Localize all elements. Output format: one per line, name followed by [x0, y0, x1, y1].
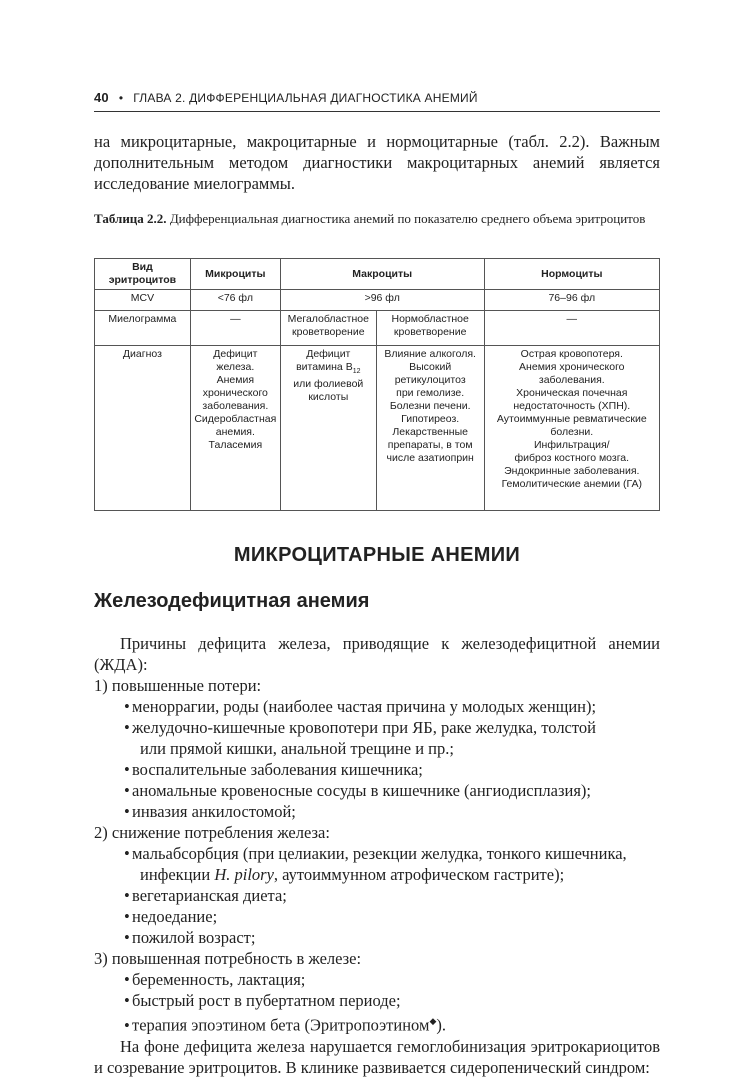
folate-text: или фолиевой кислоты — [293, 378, 364, 404]
table-row-diagnosis — [95, 346, 660, 511]
bullet-icon: • — [124, 1015, 130, 1035]
bullet-icon: • — [124, 802, 130, 821]
list-item: • аномальные кровеносные сосуды в кишечнике (ангиодисплазия); — [124, 781, 591, 800]
bullet-icon: • — [124, 991, 130, 1010]
list-item: • инвазия анкилостомой; — [124, 802, 296, 821]
header-cell-macro: Макроциты — [280, 259, 484, 290]
cell-myelogram-normoblastic: Нормобластное кроветворение — [376, 311, 484, 346]
table-caption-text: Дифференциальная диагностика анемий по показателю среднего объема эритроцитов — [166, 211, 646, 226]
table-caption-label: Таблица 2.2. — [94, 211, 167, 226]
header-cell-micro: Микроциты — [190, 259, 280, 290]
list-item: • быстрый рост в пубертатном периоде; — [124, 991, 401, 1010]
header-separator: • — [118, 91, 124, 105]
list-item: • пожилой возраст; — [124, 928, 256, 947]
cell-myelogram-micro: — — [190, 311, 280, 346]
table-row-myelogram — [95, 311, 660, 346]
bullet-icon: • — [124, 928, 130, 947]
header-cell-normo: Нормоциты — [484, 259, 659, 290]
b12-subscript: 12 — [352, 368, 361, 376]
bullet-icon: • — [124, 697, 130, 716]
list-item: • желудочно-кишечные кровопотери при ЯБ, раке желудка, толстой — [124, 718, 596, 737]
trademark-diamond-icon: ◆ — [429, 1016, 437, 1026]
cell-myelogram-normo: — — [484, 311, 659, 346]
table-header-row — [95, 259, 660, 290]
list-item-continuation: или прямой кишки, анальной трещине и пр.; — [140, 739, 454, 758]
causes-lead: Причины дефицита железа, приводящие к железодефицитной анемии (ЖДА): — [94, 634, 660, 674]
b12-deficiency-text: Дефицит витамина B — [296, 348, 353, 373]
bullet-icon: • — [124, 907, 130, 926]
cell-mcv-macro: >96 фл — [280, 290, 484, 311]
cell-diagnosis-megaloblastic — [280, 346, 376, 511]
list-item-continuation: инфекции H. pilory, аутоиммунном атрофическом гастрите); — [140, 865, 565, 884]
section-heading: МИКРОЦИТАРНЫЕ АНЕМИИ — [233, 544, 521, 566]
bullet-icon: • — [124, 970, 130, 989]
bullet-icon: • — [124, 886, 130, 905]
bullet-icon: • — [124, 844, 130, 863]
group-title-demand: 3) повышенная потребность в железе: — [94, 949, 362, 968]
list-item: • вегетарианская диета; — [124, 886, 287, 905]
cell-diagnosis-micro: Дефицит железа. Анемия хронического заболевания. Сидеробластная анемия. Таласемия — [190, 346, 280, 511]
list-item: • меноррагии, роды (наиболее частая причина у молодых женщин); — [124, 697, 597, 716]
group-title-intake: 2) снижение потребления железа: — [94, 823, 330, 842]
list-item: • воспалительные заболевания кишечника; — [124, 760, 423, 779]
bullet-icon: • — [124, 781, 130, 800]
list-item: • беременность, лактация; — [124, 970, 306, 989]
cell-myelogram-megaloblastic: Мегалобластное кроветворение — [280, 311, 376, 346]
chapter-title: ГЛАВА 2. ДИФФЕРЕНЦИАЛЬНАЯ ДИАГНОСТИКА АНЕМИЙ — [133, 91, 478, 105]
page-number: 40 — [94, 90, 109, 105]
header-cell-type: Вид эритроцитов — [95, 259, 191, 290]
cell-mcv-micro: <76 фл — [190, 290, 280, 311]
bullet-icon: • — [124, 760, 130, 779]
pathogen-name: H. pilory — [214, 865, 274, 884]
list-item: • недоедание; — [124, 907, 218, 926]
causes-list — [94, 633, 660, 1078]
bullet-icon: • — [124, 718, 130, 737]
diagnosis-table — [94, 258, 660, 511]
table-caption — [94, 211, 660, 227]
list-item: • терапия эпоэтином бета (Эритропоэтином◆). — [124, 1015, 446, 1035]
cell-diagnosis-normo: Острая кровопотеря. Анемия хронического заболевания. Хроническая почечная недостаточность (ХПН). Аутоиммунные ревматические болезни. Инфильтрация/ фиброз костного мозга. Эндокринные заболевания. Гемолитические анемии (ГА) — [484, 346, 659, 511]
intro-paragraph: на микроцитарные, макроцитарные и нормоцитарные (табл. 2.2). Важным дополнительным методом диагностики макроцитарных анемий является исследование миелограммы. — [94, 132, 660, 193]
group-title-losses: 1) повышенные потери: — [94, 676, 262, 695]
running-header — [94, 90, 660, 112]
cell-diagnosis-normoblastic: Влияние алкоголя. Высокий ретикулоцитоз при гемолизе. Болезни печени. Гипотиреоз. Лекарственные препараты, в том числе азатиоприн — [376, 346, 484, 511]
subsection-heading: Железодефицитная анемия — [94, 590, 370, 612]
table-row-mcv — [95, 290, 660, 311]
closing-paragraph: На фоне дефицита железа нарушается гемоглобинизация эритрокариоцитов и созревание эритроцитов. В клинике развивается сидеропенический синдром: — [94, 1036, 660, 1077]
list-item: • мальабсорбция (при целиакии, резекции желудка, тонкого кишечника, — [124, 844, 627, 863]
cell-mcv-normo: 76–96 фл — [484, 290, 659, 311]
row-label-myelogram: Миелограмма — [95, 311, 191, 346]
row-label-mcv: MCV — [95, 290, 191, 311]
row-label-diagnosis: Диагноз — [95, 346, 191, 511]
